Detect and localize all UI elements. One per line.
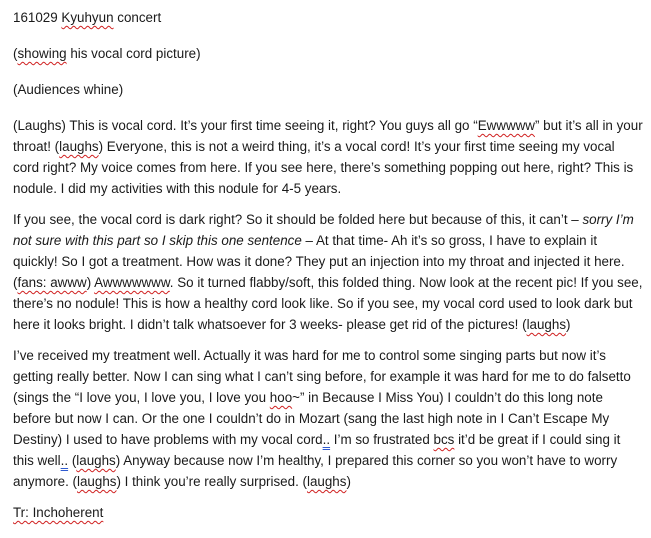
spellcheck-flagged-text: laughs bbox=[76, 453, 116, 468]
grammar-flagged-text: .. bbox=[322, 432, 331, 447]
document-page bbox=[13, 7, 647, 538]
paragraph-text: ) I think you’re really surprised. ( bbox=[116, 474, 307, 489]
spellcheck-flagged-text: Tr: Inchoherent bbox=[13, 505, 104, 520]
paragraph-text: ) bbox=[346, 474, 351, 489]
paragraph-text: . So it turned flabby/soft, this folded thing. Now look at the recent pic! If you see, there’s no nodule! This is how a healthy cord look like. So if you see, my vocal cord used to look dark but here it looks bright. I didn’t talk whatsoever for 3 weeks- please get rid of the pictures! ( bbox=[13, 275, 647, 332]
paragraph-text: ) bbox=[566, 317, 571, 332]
spellcheck-flagged-text: Ewwwww bbox=[477, 118, 535, 133]
spellcheck-flagged-text: laughs bbox=[526, 317, 567, 332]
paragraph-text: I’m so frustrated bbox=[330, 432, 434, 447]
document-paragraph bbox=[13, 79, 643, 100]
spellcheck-flagged-text: fans: awww bbox=[17, 275, 87, 290]
paragraph-text: ~” in Because I Miss You) I couldn’t do this long note before but now I can. Or the one I couldn’t do in Mozart (sang the last high note in I Can’t Escape My Destiny) I used to have problems with my vocal cord bbox=[13, 390, 613, 447]
spellcheck-flagged-text: hoo bbox=[269, 390, 293, 405]
spellcheck-flagged-text: Awwwwwww bbox=[94, 275, 170, 290]
spellcheck-flagged-text: laughs bbox=[77, 474, 117, 489]
paragraph-text: I’ve received my treatment well. Actually it was hard for me to control some singing parts but now it’s getting really better. Now I can sing what I can’t sing before, for example it was hard for me to do falsetto (sings the “I love you, I love you, I love you bbox=[13, 348, 635, 405]
paragraph-text: (Audiences whine) bbox=[13, 82, 124, 97]
paragraph-text: ( bbox=[68, 453, 77, 468]
paragraph-text: it’d be great if I could sing it this well bbox=[13, 432, 625, 468]
spellcheck-flagged-text: showing bbox=[17, 46, 67, 61]
spellcheck-flagged-text: bcs bbox=[433, 432, 455, 447]
paragraph-text: ) bbox=[86, 275, 95, 290]
grammar-flagged-text: .. bbox=[60, 453, 69, 468]
paragraph-text: ) Everyone, this is not a weird thing, it’s a vocal cord! It’s your first time seeing my vocal cord right? My voice comes from here. If you see here, there’s something popping out here, right? This is nodule. I did my activities with this nodule for 4-5 years. bbox=[13, 139, 637, 196]
document-paragraph bbox=[13, 7, 643, 28]
document-paragraph bbox=[13, 345, 643, 492]
document-paragraph bbox=[13, 209, 647, 335]
paragraph-text: 161029 bbox=[13, 10, 62, 25]
paragraph-text: – At that time- Ah it’s so gross, I have to explain it quickly! So I got a treatment. How was it done? They put an injection into my throat and injected it here. ( bbox=[13, 233, 629, 290]
paragraph-text: concert bbox=[113, 10, 162, 25]
paragraph-text: ( bbox=[13, 46, 18, 61]
paragraph-text: his vocal cord picture) bbox=[66, 46, 201, 61]
paragraph-text: (Laughs) This is vocal cord. It’s your first time seeing it, right? You guys all go “ bbox=[13, 118, 478, 133]
document-paragraph bbox=[13, 115, 647, 199]
spellcheck-flagged-text: laughs bbox=[59, 139, 99, 154]
paragraph-text: If you see, the vocal cord is dark right? So it should be folded here but because of this, it can’t – bbox=[13, 212, 583, 227]
spellcheck-flagged-text: Kyuhyun bbox=[61, 10, 114, 25]
document-paragraph bbox=[13, 43, 643, 64]
paragraph-text: ” but it’s all in your throat! ( bbox=[13, 118, 647, 154]
spellcheck-flagged-text: laughs bbox=[306, 474, 347, 489]
document-paragraph bbox=[13, 502, 643, 523]
paragraph-text: ) Anyway because now I’m healthy, I prepared this corner so you won’t have to worry anymore. ( bbox=[13, 453, 621, 489]
italic-text: sorry I’m not sure with this part so I skip this one sentence bbox=[13, 212, 638, 248]
